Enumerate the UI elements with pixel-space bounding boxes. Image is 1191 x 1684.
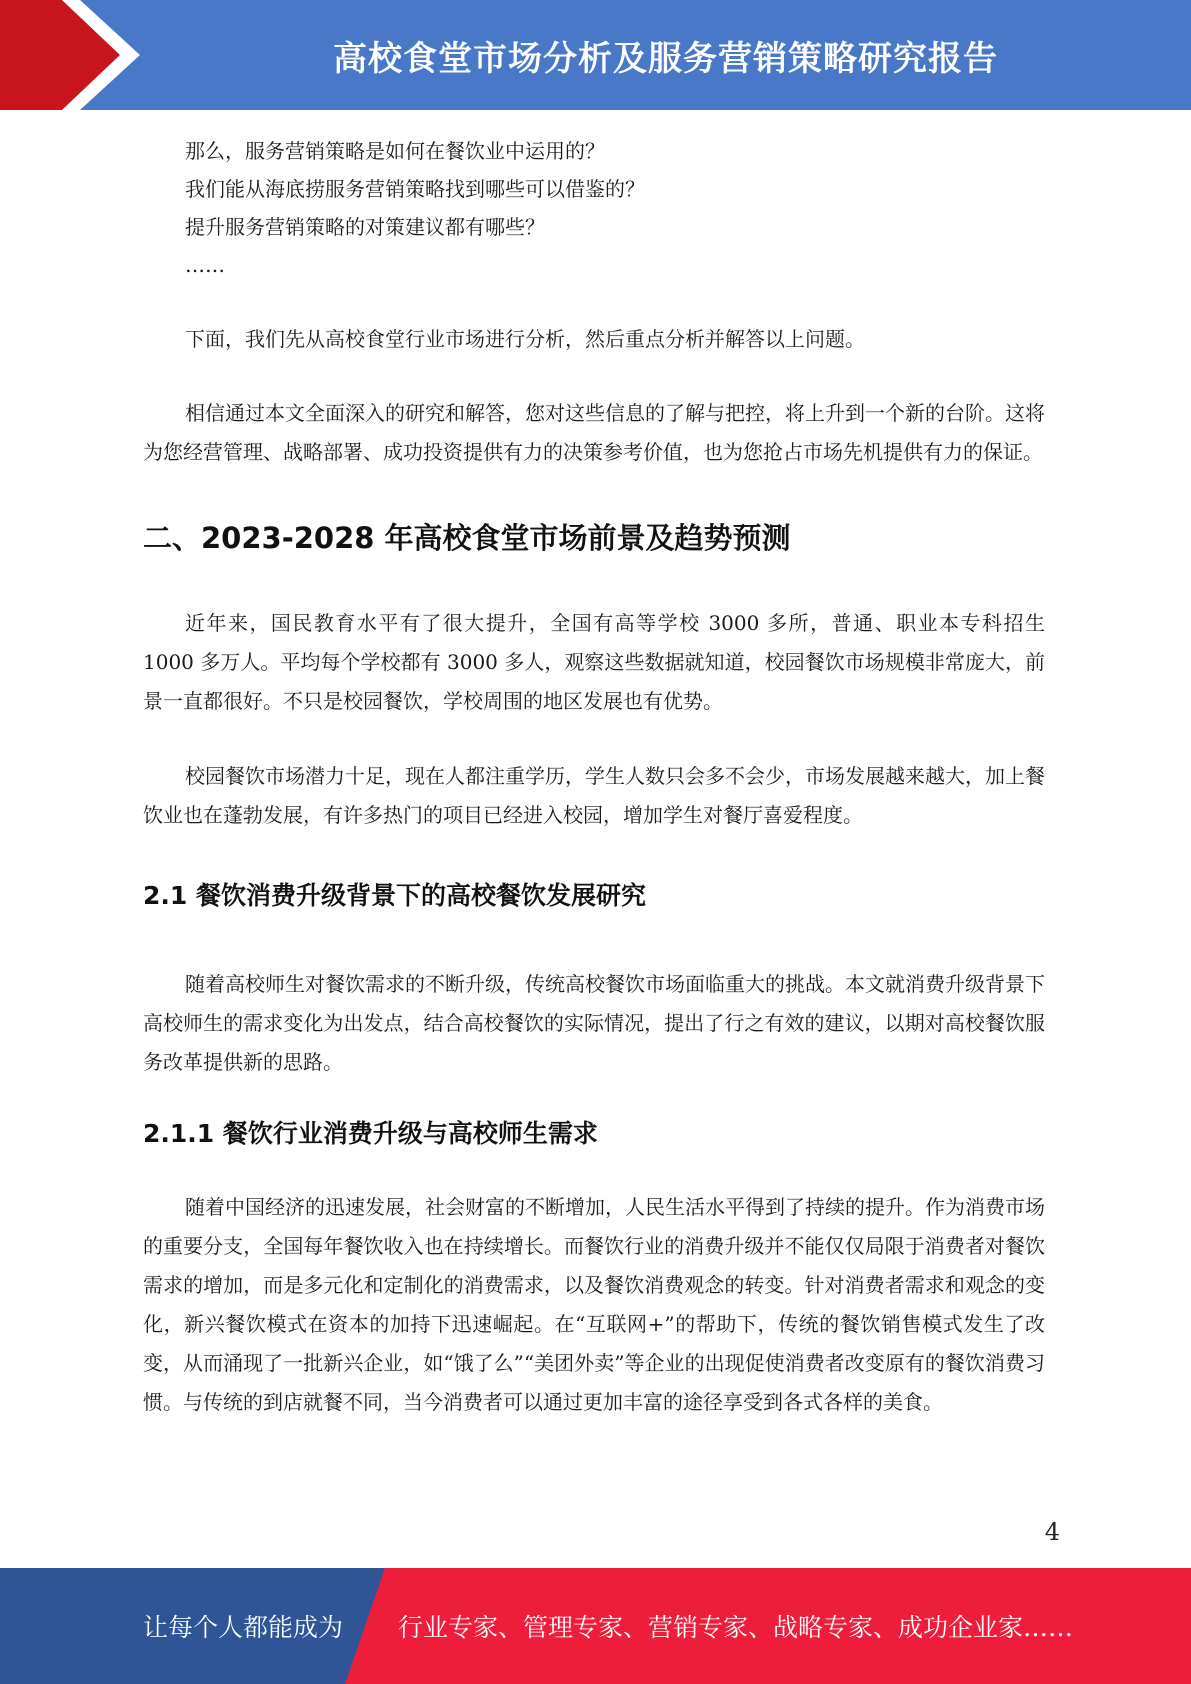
section-2-heading: 二、2023-2028 年高校食堂市场前景及趋势预测: [143, 521, 791, 555]
question-ellipsis: ……: [185, 253, 225, 277]
section-2-1-paragraph: 随着高校师生对餐饮需求的不断升级，传统高校餐饮市场面临重大的挑战。本文就消费升级背景下高校师生的需求变化为出发点，结合高校餐饮的实际情况，提出了行之有效的建议，以期对高校餐饮服务改革提供新的思路。: [143, 972, 1045, 1074]
question-3: 提升服务营销策略的对策建议都有哪些？: [185, 215, 545, 239]
header-banner: [0, 0, 1191, 110]
footer-slogan-lead: 让每个人都能成为: [143, 1613, 344, 1642]
section-2-1-1-heading: 2.1.1 餐饮行业消费升级与高校师生需求: [143, 1119, 598, 1148]
section-2-paragraph-1: 近年来，国民教育水平有了很大提升，全国有高等学校 3000 多所，普通、职业本专科招生 1000 多万人。平均每个学校都有 3000 多人，观察这些数据就知道，校园餐饮市场规模非常庞大，前景一直都很好。不只是校园餐饮，学校周围的地区发展也有优势。: [143, 611, 1045, 713]
trust-paragraph: 相信通过本文全面深入的研究和解答，您对这些信息的了解与把控，将上升到一个新的台阶。这将为您经营管理、战略部署、成功投资提供有力的决策参考价值，也为您抢占市场先机提供有力的保证。: [143, 401, 1045, 464]
section-2-paragraph-2: 校园餐饮市场潜力十足，现在人都注重学历，学生人数只会多不会少，市场发展越来越大，加上餐饮业也在蓬勃发展，有许多热门的项目已经进入校园，增加学生对餐厅喜爱程度。: [143, 764, 1045, 827]
page-number: 4: [1044, 1518, 1060, 1546]
question-1: 那么，服务营销策略是如何在餐饮业中运用的？: [185, 139, 605, 163]
header-chevron-shape: [0, 0, 150, 110]
footer-slogan-roles: 行业专家、管理专家、营销专家、战略专家、成功企业家……: [398, 1613, 1074, 1642]
section-2-1-1-paragraph: 随着中国经济的迅速发展，社会财富的不断增加，人民生活水平得到了持续的提升。作为消费市场的重要分支，全国每年餐饮收入也在持续增长。而餐饮行业的消费升级并不能仅仅局限于消费者对餐饮需求的增加，而是多元化和定制化的消费需求，以及餐饮消费观念的转变。针对消费者需求和观念的变化，新兴餐饮模式在资本的加持下迅速崛起。在“互联网+”的帮助下，传统的餐饮销售模式发生了改变，从而涌现了一批新兴企业，如“饿了么”“美团外卖”等企业的出现促使消费者改变原有的餐饮消费习惯。与传统的到店就餐不同，当今消费者可以通过更加丰富的途径享受到各式各样的美食。: [143, 1195, 1045, 1414]
report-title: 高校食堂市场分析及服务营销策略研究报告: [333, 38, 998, 79]
intro-paragraph: 下面，我们先从高校食堂行业市场进行分析，然后重点分析并解答以上问题。: [185, 327, 865, 351]
footer-banner: [0, 1568, 1191, 1684]
page-content: [143, 132, 1045, 1422]
question-2: 我们能从海底捞服务营销策略找到哪些可以借鉴的？: [185, 177, 645, 201]
section-2-1-heading: 2.1 餐饮消费升级背景下的高校餐饮发展研究: [143, 881, 646, 910]
